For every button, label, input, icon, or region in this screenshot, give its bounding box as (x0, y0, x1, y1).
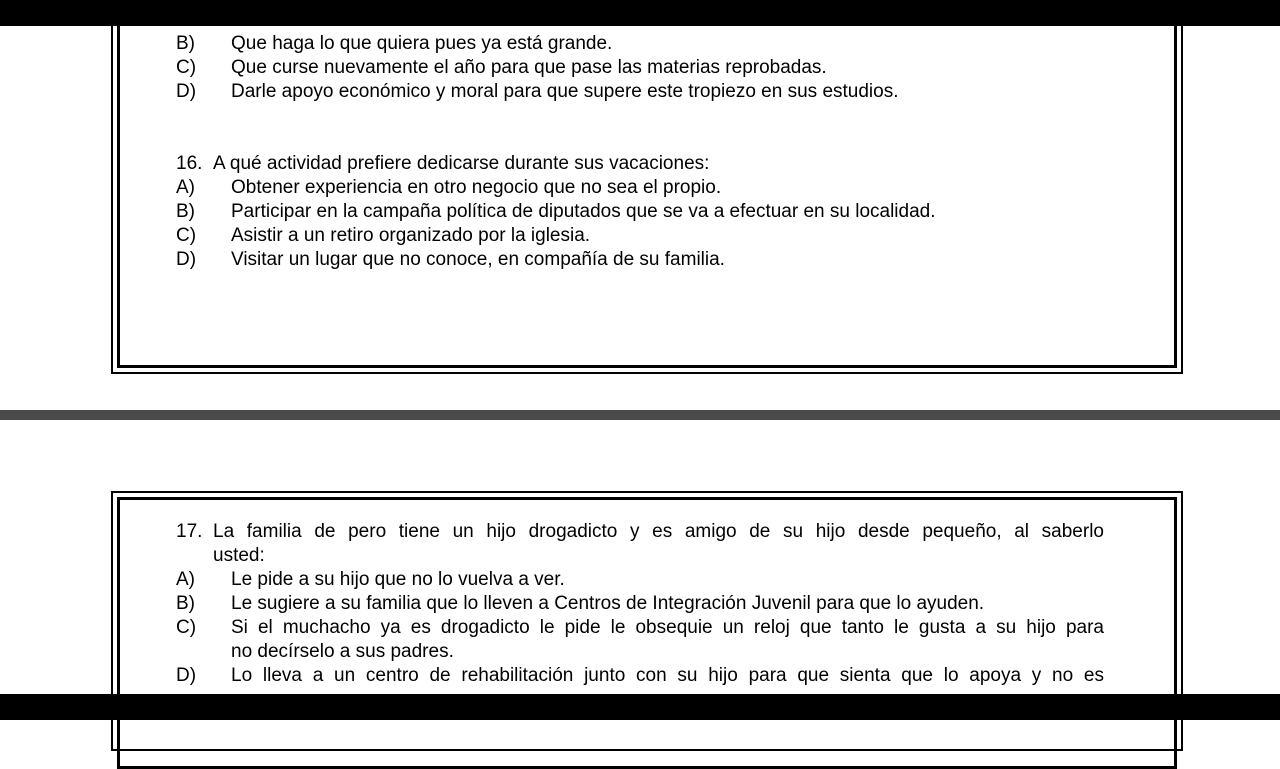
q15-option-c: C) Que curse nuevamente el año para que pase las materias reprobadas. (176, 57, 827, 78)
q16-option-c: C) Asistir a un retiro organizado por la iglesia. (176, 225, 591, 246)
page-separator (0, 410, 1280, 420)
q16-option-d: D) Visitar un lugar que no conoce, en compañía de su familia. (176, 249, 725, 270)
q17-option-a: A) Le pide a su hijo que no lo vuelva a ver. (176, 569, 565, 590)
question-17 (176, 520, 1104, 688)
q17-option-d: D) Lo lleva a un centro de rehabilitación junto con su hijo para que sienta que lo apoya y no es (176, 665, 1104, 686)
letterbox-bottom (0, 694, 1280, 720)
q17-option-c: C) Si el muchacho ya es drogadicto le pide le obsequie un reloj que tanto le gusta a su hijo para (176, 617, 1104, 638)
q17-option-b: B) Le sugiere a su familia que lo lleven a Centros de Integración Juvenil para que lo ayuden. (176, 593, 985, 614)
q17-question-line2: usted: (213, 545, 265, 566)
question-16 (176, 152, 1104, 272)
q16-option-b: B) Participar en la campaña política de diputados que se va a efectuar en su localidad. (176, 201, 936, 222)
q17-question-line1: 17. La familia de pero tiene un hijo drogadicto y es amigo de su hijo desde pequeño, al saberlo (176, 521, 1104, 542)
q16-option-a: A) Obtener experiencia en otro negocio que no sea el propio. (176, 177, 722, 198)
q15-option-b: B) Que haga lo que quiera pues ya está grande. (176, 33, 613, 54)
q15-options (176, 32, 1104, 104)
letterbox-top (0, 0, 1280, 26)
q16-question: 16. A qué actividad prefiere dedicarse durante sus vacaciones: (176, 153, 710, 174)
q15-option-d: D) Darle apoyo económico y moral para que supere este tropiezo en sus estudios. (176, 81, 899, 102)
q17-option-c-continued: no decírselo a sus padres. (231, 641, 454, 662)
